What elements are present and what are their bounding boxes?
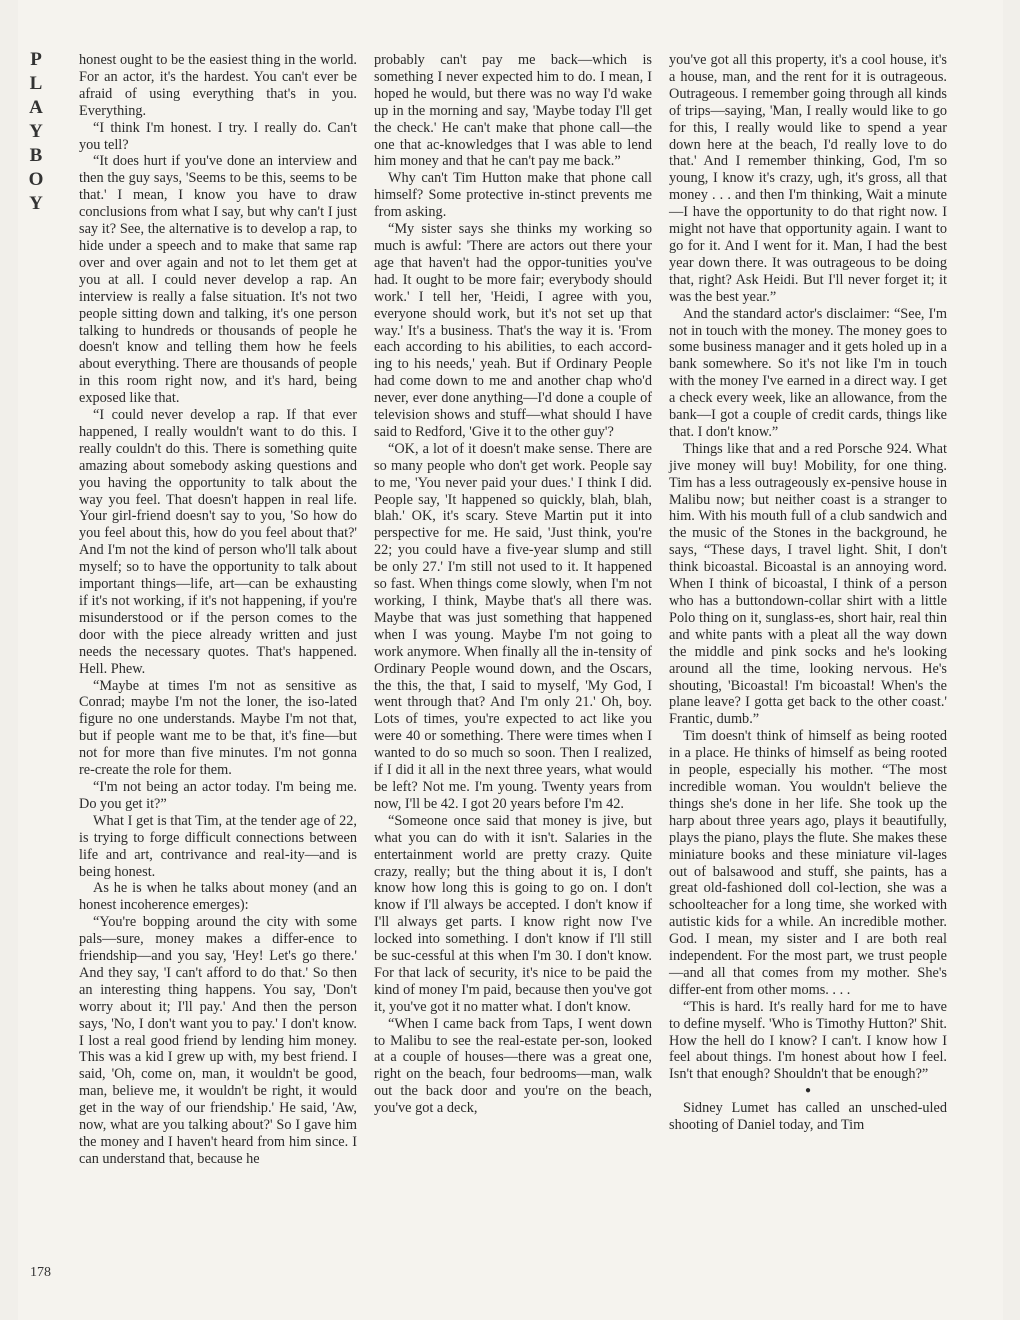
magazine-letter: A (29, 97, 43, 118)
article-paragraph: And the standard actor's disclaimer: “See, I'm not in touch with the money. The money goes to some business manager and it gets holed up in a bank somewhere. So it's not like I'm in touch with the money I've earned in a direct way. I get a check every week, like an allowance, from the bank—I got a couple of credit cards, things like that. I don't know.” (669, 305, 947, 440)
article-paragraph: “You're bopping around the city with some pals—sure, money makes a differ-ence to friendship—and you say, 'Hey! Let's go there.' And they say, 'I can't afford to do that.' So then an interesting thing happens. You say, 'Don't worry about it; I'll pay.' And then the person says, 'No, I don't want you to pay.' I don't know. I lost a real good friend by lending him money. This was a kid I grew up with, my best friend. I said, 'Oh, come on, man, it wouldn't be good, man, believe me, it wouldn't be right, it would get in the way of our friendship.' He said, 'Aw, now, what are you talking about?' So I gave him the money and I haven't heard from him since. I can understand that, because he (79, 914, 357, 1167)
text-column-1 (79, 52, 357, 1302)
article-paragraph: Why can't Tim Hutton make that phone call himself? Some protective in-stinct prevents me from asking. (374, 170, 652, 221)
magazine-letter: P (30, 49, 42, 70)
article-paragraph: you've got all this property, it's a cool house, it's a house, man, and the rent for it is outrageous. Outrageous. I remember going through all kinds of trips—saying, 'Man, I really would like to go for this, I really would like to spend a year down here at the beach, I'd really love to do that.' And I remember thinking, God, I'm so young, I know it's crazy, ugh, it's gross, all that money . . . and then I'm thinking, Wait a minute—I have the opportunity to do that right now. I might not have that opportunity again. I want to go for it. And I went for it. Man, I had the best year down there. It was outrageous to be doing that, right? Ask Heidi. But I'll never forget it; it was the best year.” (669, 52, 947, 305)
article-paragraph: As he is when he talks about money (and an honest incoherence emerges): (79, 880, 357, 914)
magazine-letter: L (29, 73, 43, 94)
article-paragraph: honest ought to be the easiest thing in the world. For an actor, it's the hardest. You can't ever be afraid of using everything that's in you. Everything. (79, 52, 357, 119)
magazine-letter: Y (29, 121, 43, 142)
magazine-letter: Y (29, 193, 43, 214)
section-break-bullet: ● (804, 1085, 812, 1097)
page-number: 178 (30, 1265, 51, 1280)
article-paragraph: Tim doesn't think of himself as being rooted in a place. He thinks of himself as being rooted in people, especially his mother. “The most incredible woman. You wouldn't believe the things she's done in her life. She took up the harp about three years ago, plays it beautifully, plays the piano, plays the flute. She makes these miniature books and these miniature vil-lages out of balsawood and stuff, she paints, has a great old-fashioned doll col-lection, she was a schoolteacher for a long time, she worked with autistic kids for a while. An incredible mother. God. I mean, my sister and I are both real independent. For the most part, we trust people—and all that comes from my mother. She's differ-ent from other moms. . . . (669, 728, 947, 998)
article-paragraph: “When I came back from Taps, I went down to Malibu to see the real-estate per-son, looked at a couple of houses—there was a great one, right on the beach, four bedrooms—man, walk out the back door and you're on the beach, you've got a deck, (374, 1015, 652, 1117)
article-paragraph: “Maybe at times I'm not as sensitive as Conrad; maybe I'm not the loner, the iso-lated figure no one understands. Maybe I'm not that, but if people want me to be that, it's fine—but not for more than five minutes. I'm not gonna re-create the role for them. (79, 677, 357, 779)
article-paragraph: “This is hard. It's really hard for me to have to define myself. 'Who is Timothy Hutton?' Shit. How the hell do I know? I can't. I know how I feel about things. I'm honest about how I feel. Isn't that enough? Shouldn't that be enough?” (669, 998, 947, 1083)
article-paragraph: “I could never develop a rap. If that ever happened, I really wouldn't want to do this. I really couldn't do this. There is something quite amazing about somebody asking questions and you having the opportunity to talk about the way you feel. That doesn't happen in real life. Your girl-friend doesn't say to you, 'So how do you feel about this, how do you feel about that?' And I'm not the kind of person who'll talk about myself; so to have the opportunity to talk about important things—life, art—can be exhausting if it's not working, if it's not happening, if you're misunderstood or if the person comes to the door with the piece already written and just needs the necessary quotes. That's happened. Hell. Phew. (79, 407, 357, 677)
article-paragraph: “Someone once said that money is jive, but what you can do with it isn't. Salaries in the entertainment world are pretty crazy. Quite crazy, really; but the thing about it is, I don't know how long this is going to go on. I don't know if I'll always be accepted. I don't know if I'll always get parts. I know right now I've locked into something. I don't know if I'll still be suc-cessful at this when I'm 30. I don't know. For that lack of security, it's nice to be paid the kind of money I'm paid, because then you've got it, you've got it no matter what. I don't know. (374, 812, 652, 1015)
article-paragraph: “My sister says she thinks my working so much is awful: 'There are actors out there your age that haven't had the oppor-tunities you've had. It ought to be more fair; everybody should work.' I tell her, 'Heidi, I agree with you, everyone should work, but it's not set up that way.' It's a business. That's the way it is. 'From each according to his abilities, to each accord-ing to his needs,' yeah. But if Ordinary People had come down to me and another chap who'd never, ever done anything—I'd done a couple of television shows and stuff—what should I have said to Redford, 'Give it to the other guy'? (374, 221, 652, 440)
text-column-2 (374, 52, 652, 1302)
article-paragraph: “I'm not being an actor today. I'm being me. Do you get it?” (79, 778, 357, 812)
magazine-letter: B (29, 145, 43, 166)
article-paragraph: Things like that and a red Porsche 924. What jive money will buy! Mobility, for one thing. Tim has a less outrageously ex-pensive house in Malibu now; but neither coast is a stranger to him. With his mouth full of a club sandwich and the music of the Stones in the background, he says, “These days, I travel light. Shit, I don't think bicoastal. Bicoastal is an annoying word. When I think of bicoastal, I think of a person who has a buttondown-collar shirt with a little Polo thing on it, sunglass-es, short hair, real thin and white pants with a pleat all the way down the middle and pink socks and he's looking around all the time, looking nervous. He's shouting, 'Bicoastal! I'm bicoastal! When's the plane leave? I gotta get back to the other coast.' Frantic, dumb.” (669, 440, 947, 728)
article-paragraph: probably can't pay me back—which is something I never expected him to do. I mean, I hoped he would, but there was no way I'd wake up in the morning and say, 'Maybe today I'll get the check.' He can't make that phone call—the one that ac-knowledges that I was able to lend him money and that he can't pay me back.” (374, 52, 652, 170)
text-column-3 (669, 52, 947, 1302)
article-paragraph: “OK, a lot of it doesn't make sense. There are so many people who don't get work. People say to me, 'You never paid your dues.' I think I did. People say, 'It happened so quickly, blah, blah, blah.' OK, it's scary. Steve Martin put it into perspective for me. He said, 'Just think, you're 22; you could have a five-year slump and still be only 27.' I'm still not used to it. It happened so fast. When things come slowly, when I'm not working, I think, Maybe that's all there was. Maybe that was just something that happened when I was young. Maybe I'm not going to work anymore. When finally all the in-tensity of Ordinary People wound down, and the Oscars, the this, the that, I said to myself, 'My God, I went through that? And I'm only 21.' Oh, boy. Lots of times, you're expected to act like you were 40 or something. There were times when I wanted to do so much so soon. Then I realized, if I did it all in the next three years, what would be left? Not me. I'm young. Twenty years from now, I'll be 42. I got 20 years before I'm 42. (374, 440, 652, 812)
article-paragraph: What I get is that Tim, at the tender age of 22, is trying to forge difficult connections between life and art, contrivance and real-ity—and is being honest. (79, 812, 357, 880)
magazine-name-vertical (24, 48, 48, 216)
article-paragraph: Sidney Lumet has called an unsched-uled shooting of Daniel today, and Tim (669, 1100, 947, 1134)
article-paragraph: “I think I'm honest. I try. I really do. Can't you tell? (79, 119, 357, 153)
article-paragraph: “It does hurt if you've done an interview and then the guy says, 'Seems to be this, seems to be that.' I mean, I know you have to draw conclusions from what I say, but why can't I just say it? See, the alternative is to develop a rap, to hide under a speech and to make that same rap over and over again and not to let them get at you at all. I could never develop a rap. An interview is really a false situation. It's not two people sitting down and talking, it's one person talking to hundreds or thousands of people he doesn't know and telling them how he feels about everything. There are thousands of people in this room right now, and it's hard, being exposed like that. (79, 153, 357, 407)
magazine-letter: O (28, 169, 44, 190)
